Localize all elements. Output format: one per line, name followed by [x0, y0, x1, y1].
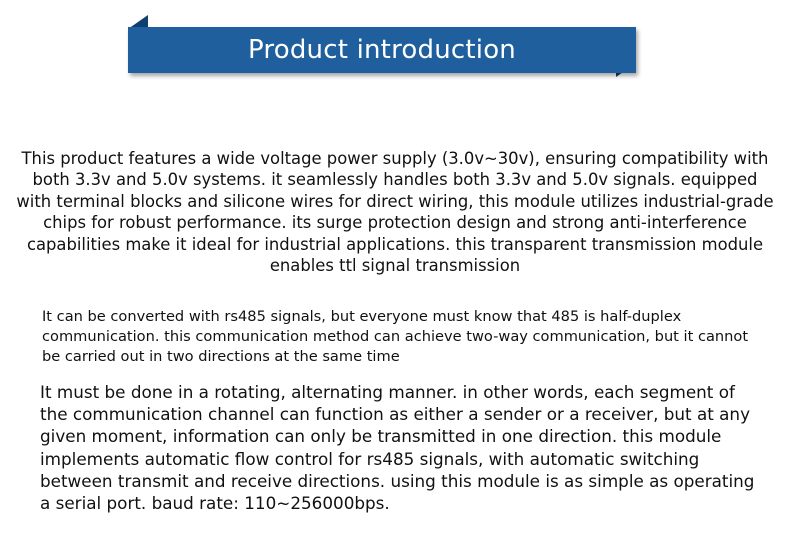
intro-paragraph: This product features a wide voltage power supply (3.0v~30v), ensuring compatibility with both 3.3v and 5.0v systems. it seamlessly handles both 3.3v and 5.0v signals. equipped with terminal blocks and silicone wires for direct wiring, this module utilizes industrial-grade chips for robust performance. its surge protection design and strong anti-interference capabilities make it ideal for industrial applications. this transparent transmission module enables ttl signal transmission [16, 149, 774, 276]
banner-ribbon [128, 27, 636, 73]
rs485-paragraph: It can be converted with rs485 signals, but everyone must know that 485 is half-duplex communication. this communication method can achieve two-way communication, but it cannot be carried out in two directions at the same time [42, 308, 749, 365]
title-banner [128, 15, 636, 77]
flow-control-paragraph: It must be done in a rotating, alternating manner. in other words, each segment of the communication channel can function as either a sender or a receiver, but at any given moment, information can only be transmitted in one direction. this module implements automatic flow control for rs485 signals, with automatic switching between transmit and receive directions. using this module is as simple as operating a serial port. baud rate: 110~256000bps. [40, 382, 755, 514]
page-title: Product introduction [248, 35, 516, 65]
